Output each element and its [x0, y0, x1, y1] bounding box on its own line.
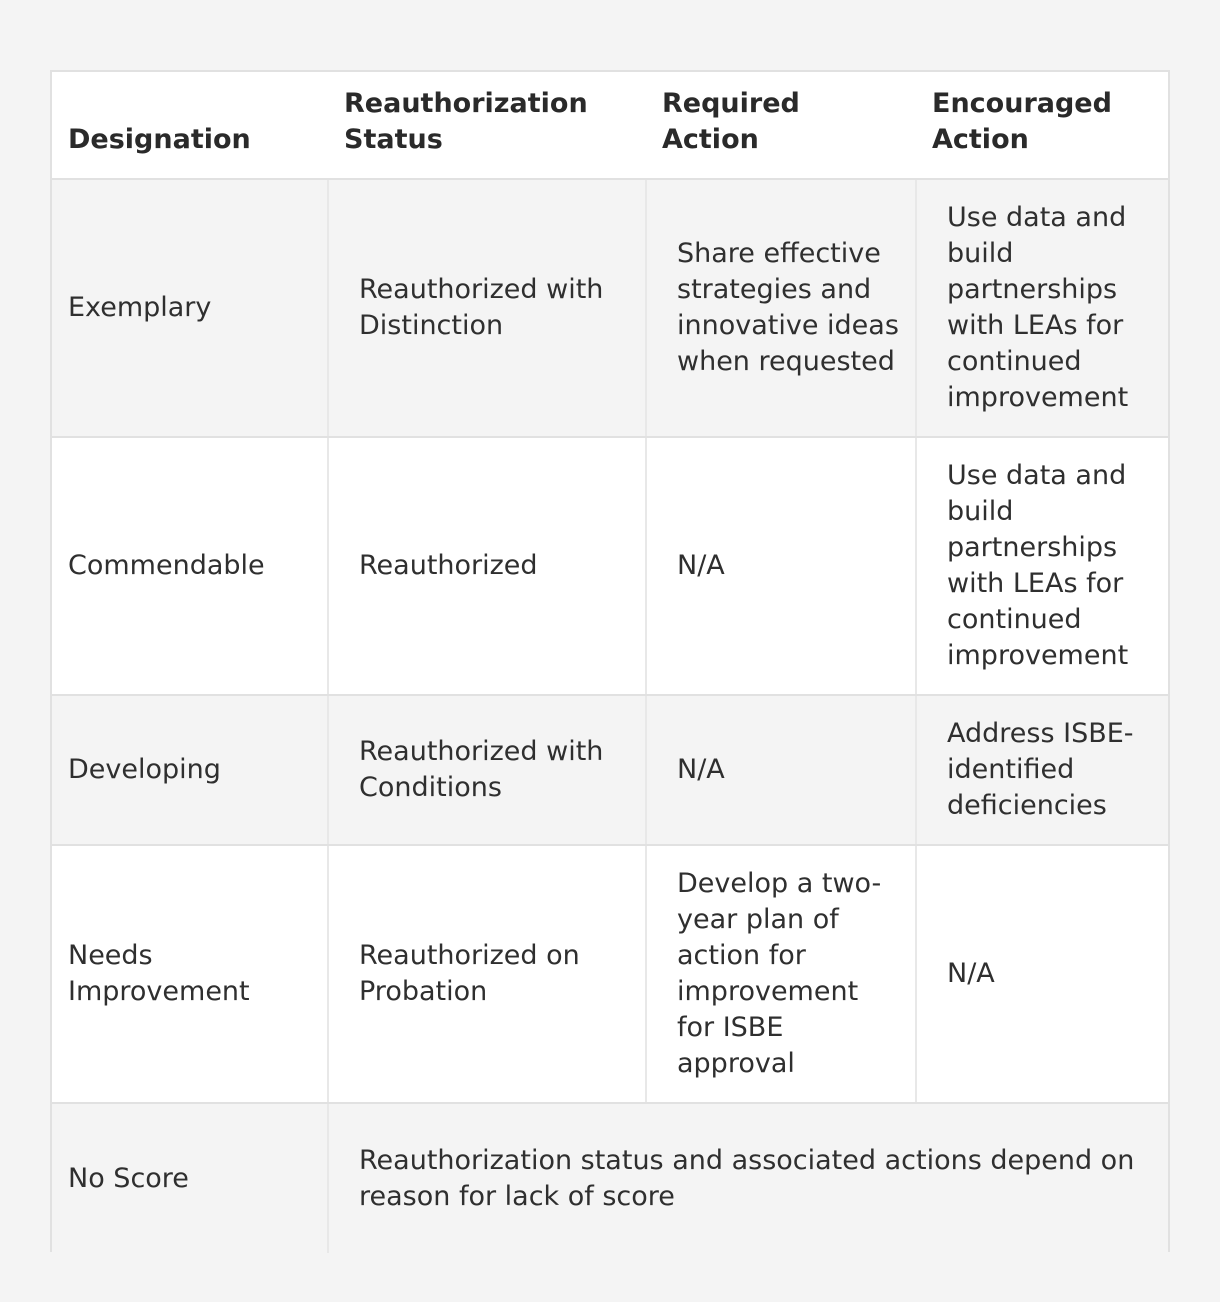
cell-designation: Needs Improvement [52, 845, 328, 1103]
cell-designation: Developing [52, 695, 328, 845]
cell-required-action: Share effective strategies and innovative ideas when requested [646, 179, 916, 437]
cell-required-action: Develop a two-year plan of action for improvement for ISBE approval [646, 845, 916, 1103]
cell-status: Reauthorized with Distinction [328, 179, 646, 437]
table-row [52, 437, 1168, 695]
header-required-action: Required Action [646, 72, 916, 179]
cell-designation: No Score [52, 1103, 328, 1253]
table-row [52, 695, 1168, 845]
designation-table-container [50, 70, 1170, 1252]
cell-encouraged-action: N/A [916, 845, 1168, 1103]
header-designation: Designation [52, 72, 328, 179]
table-row [52, 845, 1168, 1103]
cell-required-action: N/A [646, 437, 916, 695]
cell-designation: Exemplary [52, 179, 328, 437]
header-reauthorization-status: Reauthorization Status [328, 72, 646, 179]
cell-encouraged-action: Use data and build partnerships with LEAs for continued improvement [916, 437, 1168, 695]
cell-encouraged-action: Use data and build partnerships with LEAs for continued improvement [916, 179, 1168, 437]
cell-required-action: N/A [646, 695, 916, 845]
table-row [52, 179, 1168, 437]
cell-encouraged-action: Address ISBE-identified deficiencies [916, 695, 1168, 845]
cell-status: Reauthorized on Probation [328, 845, 646, 1103]
cell-status: Reauthorized [328, 437, 646, 695]
cell-merged-note: Reauthorization status and associated actions depend on reason for lack of score [328, 1103, 1168, 1253]
cell-status: Reauthorized with Conditions [328, 695, 646, 845]
designation-table [52, 72, 1168, 1253]
table-header-row [52, 72, 1168, 179]
table-row [52, 1103, 1168, 1253]
cell-designation: Commendable [52, 437, 328, 695]
header-encouraged-action: Encouraged Action [916, 72, 1168, 179]
